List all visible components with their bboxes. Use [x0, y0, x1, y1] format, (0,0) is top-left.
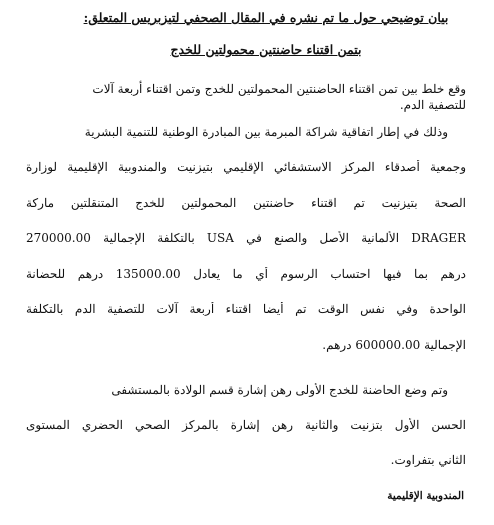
- closing-line-2: الحسن الأول بتزنيت والثانية رهن إشارة بالمركز الصحي الحضري المستوى: [26, 418, 466, 432]
- body-line-5: درهم بما فيها احتساب الرسوم أي ما يعادل 135000.00 درهم للحضانة: [26, 267, 466, 281]
- intro-line-2: للتصفية الدم.: [399, 98, 466, 112]
- body-line-3: الصحة بتيزنيت تم اقتناء حاضنتين المحمولتين للخدج المتنقلتين ماركة: [26, 196, 466, 210]
- body-line-4: DRAGER الألمانية الأصل والصنع في USA بالتكلفة الإجمالية 270000.00: [26, 231, 466, 245]
- intro-line-1: وقع خلط بين تمن اقتناء الحاضنتين المحمولتين للخدج وتمن اقتناء أربعة آلات: [92, 82, 466, 96]
- body-line-7: الإجمالية 600000.00 درهم.: [322, 338, 466, 352]
- signature: المندوبية الإقليمية: [387, 490, 464, 502]
- body-line-6: الواحدة وفي نفس الوقت تم أيضا اقتناء أربعة آلات للتصفية الدم بالتكلفة: [26, 302, 466, 316]
- body-line-1: وذلك في إطار اتفاقية شراكة المبرمة بين المبادرة الوطنية للتنمية البشرية: [84, 125, 448, 139]
- document-title-line-1: بيان توضيحي حول ما تم نشره في المقال الصحفي لتيزبريس المتعلق:: [83, 10, 449, 25]
- closing-line-1: وتم وضع الحاضنة للخدج الأولى رهن إشارة قسم الولادة بالمستشفى: [111, 383, 448, 397]
- body-line-2: وجمعية أصدقاء المركز الاستشفائي الإقليمي بتيزنيت والمندوبية الإقليمية لوزارة: [26, 160, 466, 174]
- document-title-line-2: بتمن اقتناء حاضنتين محمولتين للخدج: [170, 42, 362, 57]
- closing-line-3: الثاني بتفراوت.: [390, 453, 466, 467]
